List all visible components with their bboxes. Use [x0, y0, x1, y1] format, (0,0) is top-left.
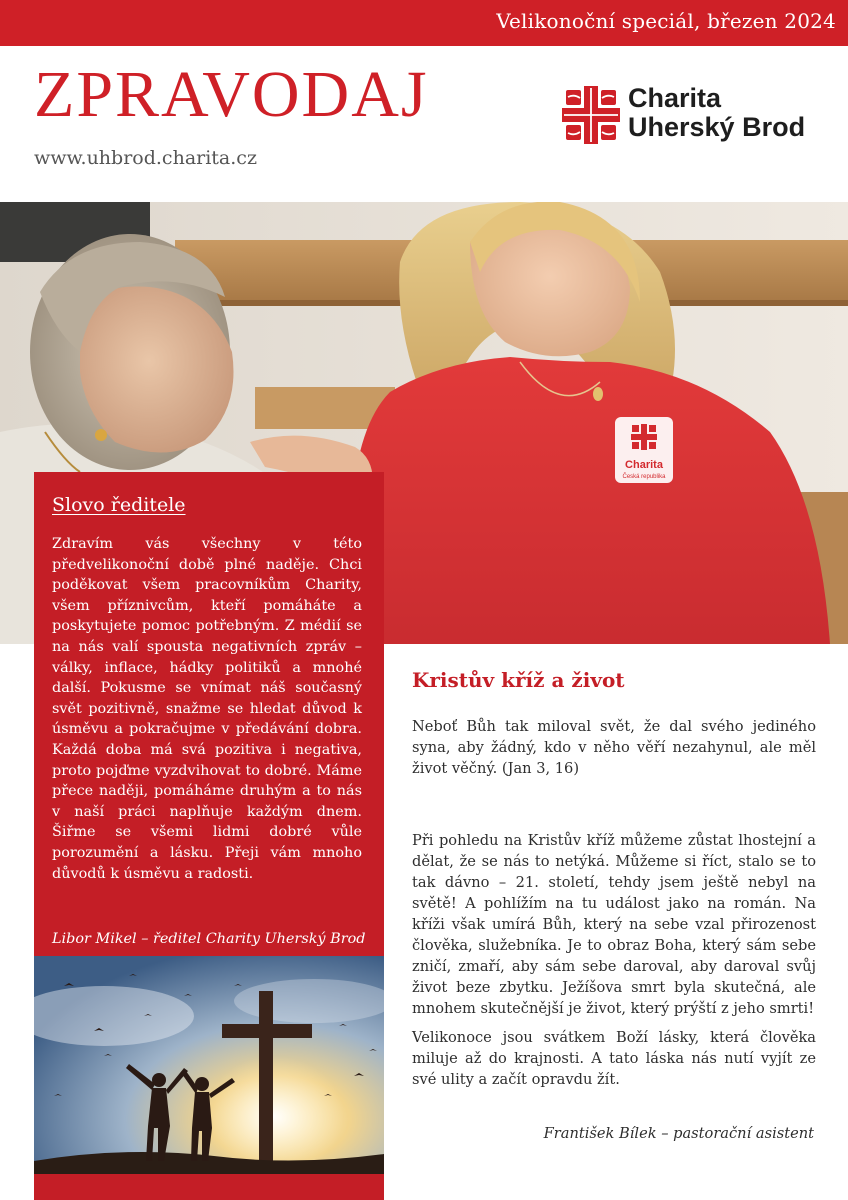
cross-silhouette-illustration [34, 956, 384, 1174]
director-heading: Slovo ředitele [52, 494, 186, 516]
newsletter-title: ZPRAVODAJ [34, 58, 429, 131]
shirt-logo-line1: Charita [625, 459, 663, 471]
article-paragraph-2: Při pohledu na Kristův kříž můžeme zůstat lhostejní a dělat, že se nás to netýká. Můžeme si říct, stalo se to tak dávno – 21. století, tehdy jsem ještě nebyl na světě! A pohlížím na tu událost jako na román. Na kříži však umírá Bůh, který na sebe vzal přirozenost člověka, služebníka. Je to obraz Boha, který sám sebe zničí, zmaří, aby sám sebe daroval, aby daroval svůj život beze zbytku. Ježíšova smrt byla skutečná, ale mnohem skutečnější je život, který prýští z jeho smrti! [412, 832, 816, 1017]
author-role: pastorační asistent [673, 1125, 814, 1142]
article [412, 668, 816, 1142]
author-name: František Bílek [543, 1125, 657, 1142]
logo-text [628, 84, 805, 142]
cross-photo [34, 956, 384, 1174]
edition-label: Velikonoční speciál, březen 2024 [496, 9, 836, 33]
charita-cross-icon [562, 86, 620, 144]
top-banner [0, 0, 848, 46]
article-heading: Kristův kříž a život [412, 668, 625, 692]
shirt-logo-line2: Česká republika [622, 474, 666, 480]
charita-logo [562, 84, 832, 148]
article-paragraph-3: Velikonoce jsou svátkem Boží lásky, která člověka miluje až do krajnosti. A tato láska nás nutí vyjít ze své ulity a začít opravdu žít. [412, 1029, 816, 1088]
logo-line1: Charita [628, 83, 722, 113]
article-paragraph-1: Neboť Bůh tak miloval svět, že dal svého jediného syna, aby žádný, kdo v něho věří nezahynul, ale měl život věčný. (Jan 3, 16) [412, 718, 816, 777]
article-author: František Bílek – pastorační asistent [543, 1125, 814, 1142]
director-signature: Libor Mikel – ředitel Charity Uherský Brod [52, 931, 366, 947]
director-text: Zdravím vás všechny v této předvelikonoční době plné naděje. Chci poděkovat všem pracovníkům Charity, všem příznivcům, kteří pomáháte a poskytujete pomoc potřebným. Z médií se na nás valí spousta negativních zpráv – války, inflace, hádky politiků a mnohé další. Pokusme se vnímat náš současný svět pozitivně, snažme se hledat důvod k úsměvu a pokračujme v předávání dobra. Každá doba má svá pozitiva i negativa, proto pojďme vyzdvihovat to dobré. Máme přece naději, pomáháme druhým a to nás v naší práci naplňuje každým dnem. Šiřme se všemi lidmi dobré vůle porozumění a lásku. Přeji vám mnoho důvodů k úsměvu a radosti. [52, 536, 362, 882]
logo-line2: Uherský Brod [628, 112, 806, 142]
website-link[interactable]: www.uhbrod.charita.cz [34, 147, 257, 169]
